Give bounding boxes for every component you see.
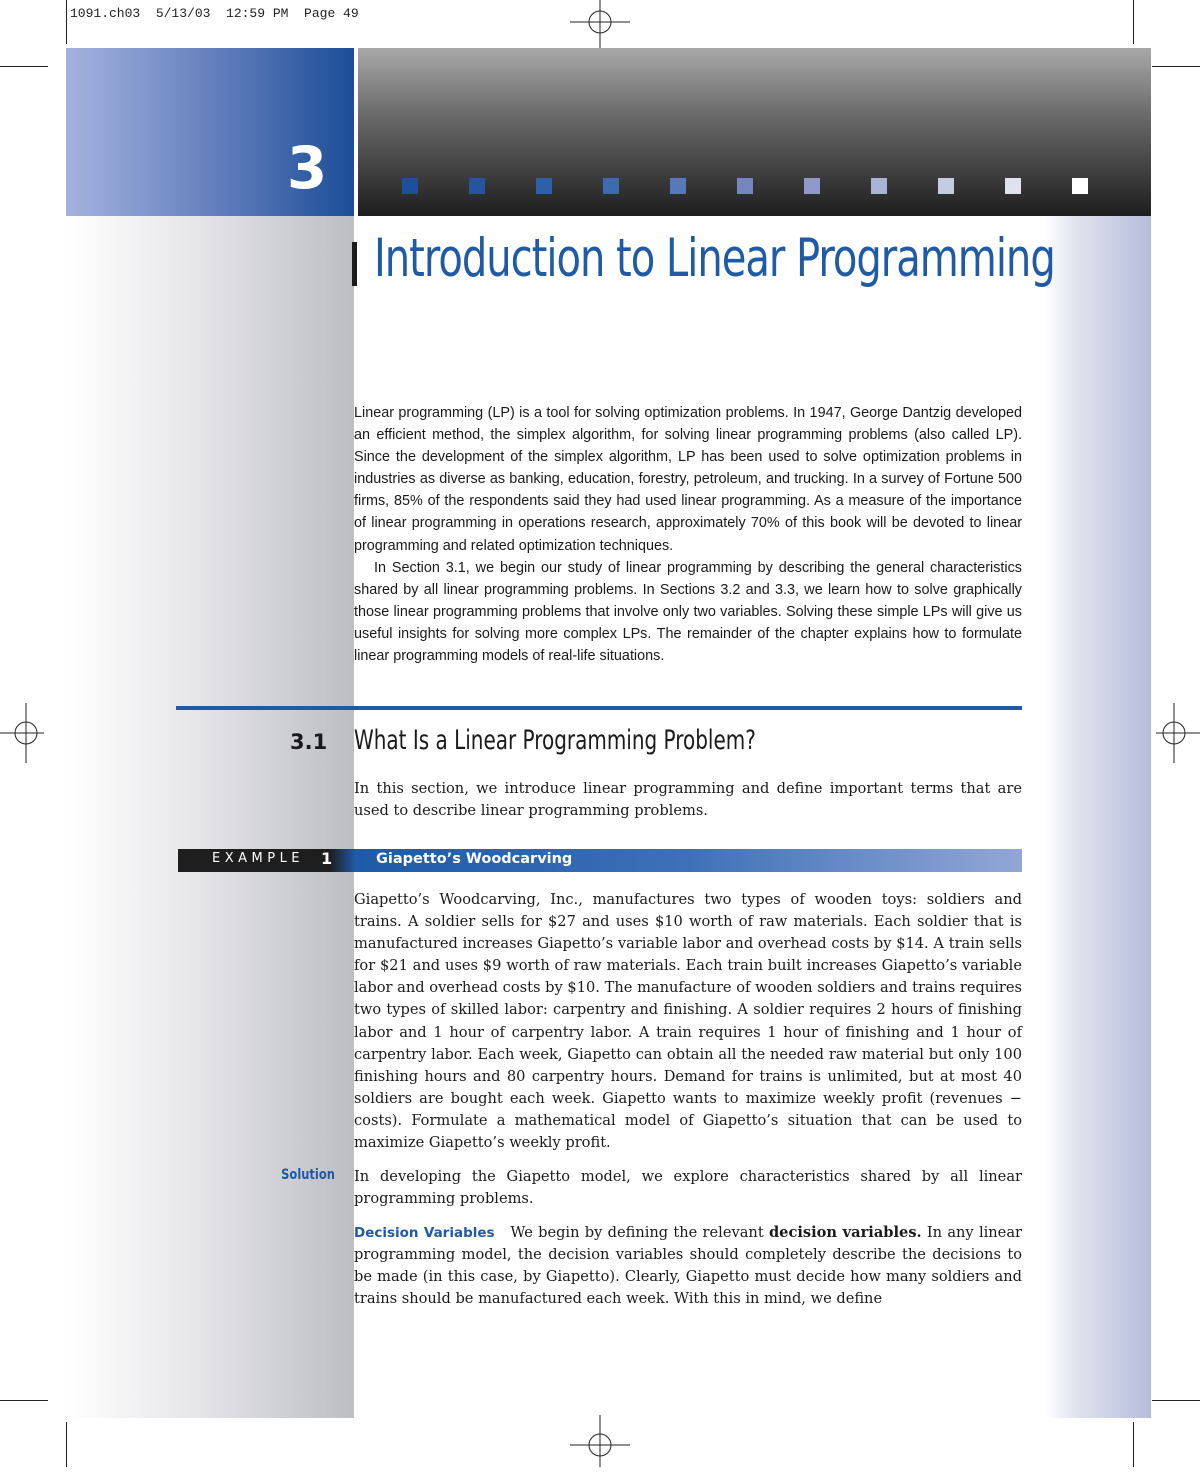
registration-mark-icon xyxy=(570,0,630,52)
section-title: What Is a Linear Programming Problem? xyxy=(354,725,756,756)
crop-mark xyxy=(1152,1400,1200,1401)
crop-mark xyxy=(0,66,48,67)
solution-paragraph: In developing the Giapetto model, we explore characteristics shared by all linear programming problems. xyxy=(354,1168,1022,1208)
crop-mark xyxy=(1152,66,1200,67)
decorative-square xyxy=(938,178,954,194)
section-lead: In this section, we introduce linear programming and define important terms that are used to describe linear programming problems. xyxy=(354,780,1022,820)
key-term: decision variables. xyxy=(768,1224,922,1241)
crop-mark xyxy=(1133,1422,1134,1467)
decorative-square xyxy=(469,178,485,194)
example-label: EXAMPLE xyxy=(212,851,305,866)
crop-mark xyxy=(0,1400,48,1401)
decision-variables-heading: Decision Variables xyxy=(354,1225,495,1241)
crop-mark xyxy=(66,0,67,44)
section-rule xyxy=(176,706,1022,710)
chapter-title: Introduction to Linear Programming xyxy=(374,228,1055,289)
decorative-square xyxy=(737,178,753,194)
right-gradient-band xyxy=(1044,216,1151,1418)
solution-label: Solution xyxy=(281,1167,335,1183)
paragraph-text: In any linear programming model, the decision variables should completely describe the decisions to be made (in this case, by Giapetto). Clearly, Giapetto must decide how many soldiers and trains should be manufactured each week. With this in mind, we define xyxy=(354,1224,1022,1308)
intro-paragraph: Linear programming (LP) is a tool for solving optimization problems. In 1947, George Dantzig developed an efficient method, the simplex algorithm, for solving linear programming problems (also called LP). Since the development of the simplex algorithm, LP has been used to solve optimization problems in industries as diverse as banking, education, forestry, petroleum, and trucking. In a survey of Fortune 500 firms, 85% of the respondents said they had used linear programming. As a measure of the importance of linear programming in operations research, approximately 70% of this book will be devoted to linear programming and related optimization techniques. xyxy=(354,405,1022,554)
example-problem-text: Giapetto’s Woodcarving, Inc., manufactures two types of wooden toys: soldiers and trains. A soldier sells for $27 and uses $10 worth of raw materials. Each soldier that is manufactured increases Giapetto’s variable labor and overhead costs by $14. A train sells for $21 and uses $9 worth of raw materials. Each train built increases Giapetto’s variable labor and overhead costs by $10. The manufacture of wooden soldiers and trains requires two types of skilled labor: carpentry and finishing. A soldier requires 2 hours of finishing labor and 1 hour of carpentry labor. A train requires 1 hour of finishing and 1 hour of carpentry labor. Each week, Giapetto can obtain all the needed raw material but only 100 finishing hours and 80 carpentry hours. Demand for trains is unlimited, but at most 40 soldiers are bought each week. Giapetto wants to maximize weekly profit (revenues − costs). Formulate a mathematical model of Giapetto’s situation that can be used to maximize Giapetto’s weekly profit. xyxy=(354,891,1022,1152)
decorative-square xyxy=(536,178,552,194)
example-number: 1 xyxy=(321,849,333,868)
title-rule xyxy=(352,242,357,286)
intro-paragraph: In Section 3.1, we begin our study of linear programming by describing the general characteristics shared by all linear programming problems. In Sections 3.2 and 3.3, we learn how to solve graphically those linear programming problems that involve only two variables. Solving these simple LPs will give us useful insights for solving more complex LPs. The remainder of the chapter explains how to formulate linear programming models of real-life situations. xyxy=(354,559,1022,665)
decorative-square xyxy=(603,178,619,194)
chapter-number: 3 xyxy=(286,134,328,202)
paragraph-text: We begin by defining the relevant xyxy=(510,1224,769,1241)
registration-mark-icon xyxy=(0,703,56,763)
decorative-square xyxy=(402,178,418,194)
example-title: Giapetto’s Woodcarving xyxy=(376,851,573,867)
decorative-square xyxy=(804,178,820,194)
registration-mark-icon xyxy=(570,1415,630,1475)
decorative-square xyxy=(1072,178,1088,194)
decorative-square xyxy=(670,178,686,194)
printer-slug: 1091.ch03 5/13/03 12:59 PM Page 49 xyxy=(70,6,359,21)
example-banner xyxy=(178,849,1022,872)
chapter-intro xyxy=(354,402,1022,667)
crop-mark xyxy=(1133,0,1134,44)
decorative-square xyxy=(1005,178,1021,194)
decorative-square xyxy=(871,178,887,194)
section-number: 3.1 xyxy=(290,730,328,754)
registration-mark-icon xyxy=(1144,703,1200,763)
decision-variables-paragraph xyxy=(354,1222,1022,1310)
crop-mark xyxy=(66,1422,67,1467)
